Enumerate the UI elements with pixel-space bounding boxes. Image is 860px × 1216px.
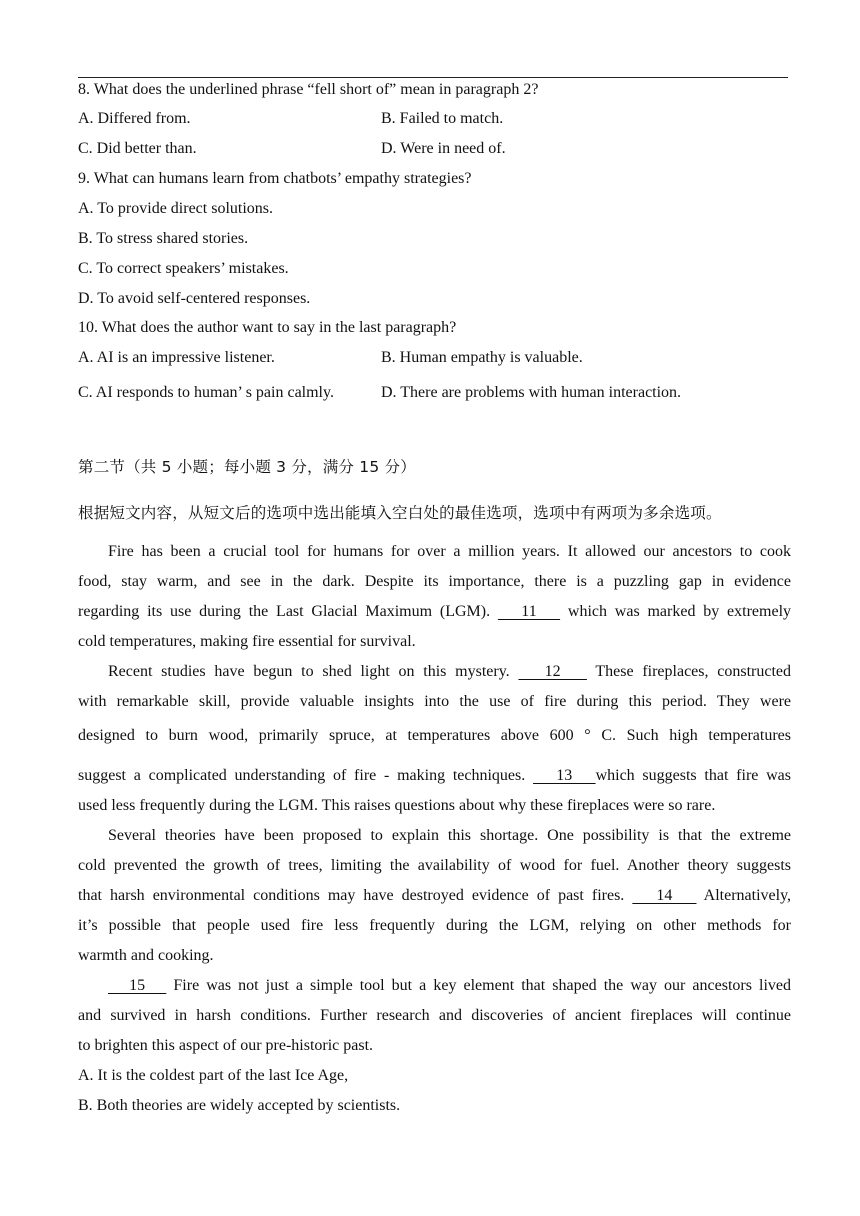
header-rule <box>78 77 788 78</box>
paragraph-line: Several theories have been proposed to explain this shortage. One possibility is that the extreme <box>108 827 791 844</box>
paragraph-line: and survived in harsh conditions. Further research and discoveries of ancient fireplaces will continue <box>78 1007 791 1024</box>
paragraph-line <box>78 657 791 687</box>
paragraph-line <box>78 597 791 627</box>
passage-paragraph-2 <box>78 657 791 821</box>
text-segment: which suggests that fire was <box>595 767 792 784</box>
paragraph-line: food, stay warm, and see in the dark. Despite its importance, there is a puzzling gap in evidence <box>78 573 791 590</box>
option-b: B. Both theories are widely accepted by scientists. <box>78 1097 401 1114</box>
q10-option-a: A. AI is an impressive listener. <box>78 349 275 366</box>
paragraph-line <box>78 881 791 911</box>
section-heading: 第二节（共 5 小题；每小题 3 分，满分 15 分） <box>78 458 416 476</box>
passage-paragraph-1 <box>78 537 791 657</box>
blank-15: 15 <box>108 977 167 994</box>
paragraph-line: Fire has been a crucial tool for humans for over a million years. It allowed our ancestors to cook <box>108 543 791 560</box>
paragraph-line: cold prevented the growth of trees, limiting the availability of wood for fuel. Another theory suggests <box>78 857 791 874</box>
q9-option-b: B. To stress shared stories. <box>78 230 249 247</box>
q9-stem: 9. What can humans learn from chatbots’ empathy strategies? <box>78 170 472 187</box>
text-segment: Recent studies have begun to shed light on this mystery. <box>108 663 510 680</box>
q8-option-b: B. Failed to match. <box>381 110 504 127</box>
blank-11: 11 <box>497 603 561 620</box>
text-segment: Alternatively, <box>703 887 792 904</box>
paragraph-line: to brighten this aspect of our pre-historic past. <box>78 1037 374 1054</box>
q10-option-d: D. There are problems with human interaction. <box>381 384 682 401</box>
paragraph-line <box>78 971 791 1001</box>
text-segment: regarding its use during the Last Glacial Maximum (LGM). <box>78 603 491 620</box>
q9-option-c: C. To correct speakers’ mistakes. <box>78 260 289 277</box>
paragraph-line <box>78 761 791 791</box>
q10-option-b: B. Human empathy is valuable. <box>381 349 583 366</box>
paragraph-line: cold temperatures, making fire essential for survival. <box>78 633 416 650</box>
paragraph-line: with remarkable skill, provide valuable insights into the use of fire during this period. They were <box>78 693 791 710</box>
blank-12: 12 <box>518 663 587 680</box>
text-segment: Fire was not just a simple tool but a key element that shaped the way our ancestors lived <box>173 977 792 994</box>
text-segment: These fireplaces, constructed <box>595 663 792 680</box>
q8-option-a: A. Differed from. <box>78 110 191 127</box>
paragraph-line: designed to burn wood, primarily spruce, at temperatures above 600 ° C. Such high temperatures <box>78 727 791 744</box>
q9-option-d: D. To avoid self-centered responses. <box>78 290 311 307</box>
passage-paragraph-3 <box>78 821 791 971</box>
q10-stem: 10. What does the author want to say in the last paragraph? <box>78 319 457 336</box>
q8-option-c: C. Did better than. <box>78 140 197 157</box>
text-segment: that harsh environmental conditions may have destroyed evidence of past fires. <box>78 887 625 904</box>
section-instruction: 根据短文内容，从短文后的选项中选出能填入空白处的最佳选项，选项中有两项为多余选项。 <box>78 504 722 522</box>
q9-option-a: A. To provide direct solutions. <box>78 200 274 217</box>
option-a: A. It is the coldest part of the last Ice Age, <box>78 1067 349 1084</box>
q8-option-d: D. Were in need of. <box>381 140 506 157</box>
paragraph-line: used less frequently during the LGM. This raises questions about why these fireplaces were so rare. <box>78 797 716 814</box>
passage-paragraph-4 <box>78 971 791 1061</box>
blank-13: 13 <box>533 767 596 784</box>
q10-option-c: C. AI responds to human’ s pain calmly. <box>78 384 334 401</box>
text-segment: which was marked by extremely <box>567 603 792 620</box>
paragraph-line: warmth and cooking. <box>78 947 214 964</box>
q8-stem: 8. What does the underlined phrase “fell short of” mean in paragraph 2? <box>78 81 539 98</box>
paragraph-line: it’s possible that people used fire less frequently during the LGM, relying on other methods for <box>78 917 791 934</box>
blank-14: 14 <box>632 887 697 904</box>
text-segment: suggest a complicated understanding of fire - making techniques. <box>78 767 526 784</box>
